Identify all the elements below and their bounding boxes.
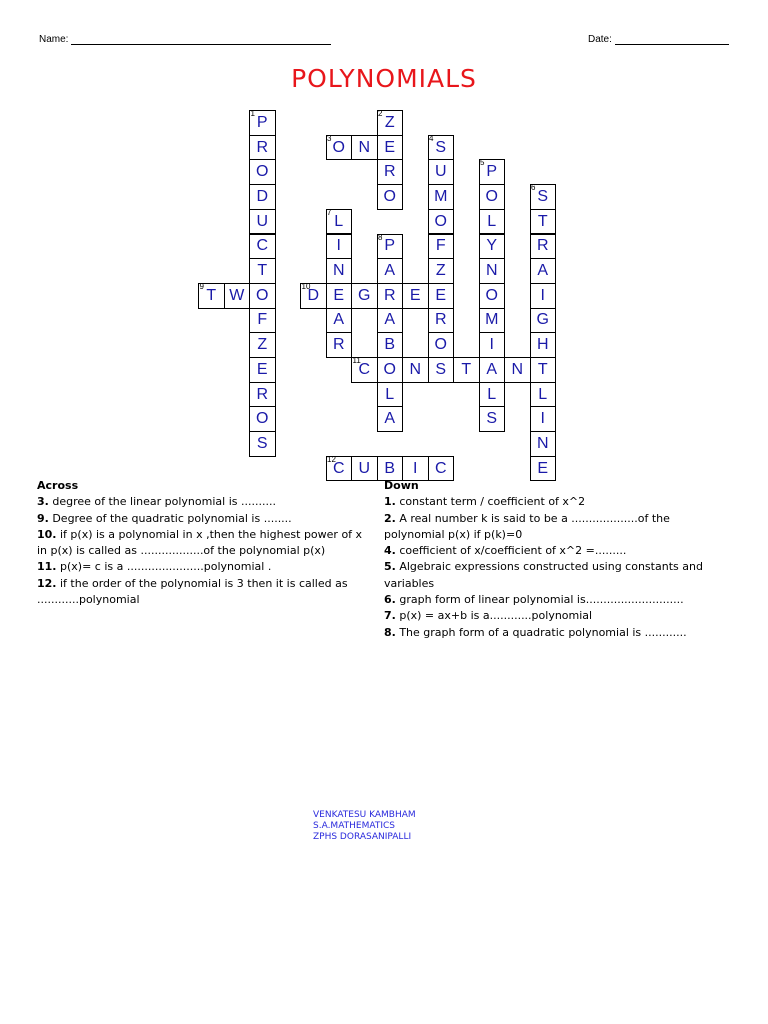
crossword-cell[interactable]: O xyxy=(249,406,276,432)
crossword-cell[interactable]: G xyxy=(351,283,378,309)
crossword-cell[interactable]: R xyxy=(530,234,557,260)
across-clue xyxy=(37,576,369,609)
crossword-cell[interactable]: M xyxy=(428,184,455,210)
clue-num: 4. xyxy=(384,544,396,558)
clue-number: 4 xyxy=(429,133,434,143)
crossword-cell[interactable]: C xyxy=(428,456,455,482)
crossword-cell[interactable]: U xyxy=(249,209,276,235)
clue-text: Algebraic expressions constructed using constants and variables xyxy=(384,560,703,590)
down-clue xyxy=(384,625,724,641)
clue-number: 12 xyxy=(327,454,336,464)
date-label: Date: xyxy=(588,34,612,45)
clue-number: 7 xyxy=(327,207,332,217)
crossword-cell[interactable]: I xyxy=(326,234,353,260)
across-clue xyxy=(37,511,369,527)
clue-text: A real number k is said to be a ...................of the polynomial p(x) if p(k)=0 xyxy=(384,511,670,541)
crossword-cell[interactable]: C xyxy=(249,234,276,260)
author-name: VENKATESU KAMBHAM xyxy=(313,810,416,820)
crossword-cell[interactable]: E xyxy=(530,456,557,482)
crossword-cell[interactable]: I xyxy=(530,283,557,309)
crossword-cell[interactable]: Z xyxy=(377,110,404,136)
crossword-cell[interactable]: G xyxy=(530,308,557,334)
crossword-cell[interactable]: R xyxy=(377,283,404,309)
crossword-cell[interactable]: E xyxy=(428,283,455,309)
crossword-cell[interactable]: C xyxy=(326,456,353,482)
crossword-cell[interactable]: W xyxy=(224,283,251,309)
clue-text: constant term / coefficient of x^2 xyxy=(395,495,586,509)
down-heading: Down xyxy=(384,479,419,492)
author-subject: S.A.MATHEMATICS xyxy=(313,821,395,831)
crossword-cell[interactable]: O xyxy=(249,159,276,185)
crossword-cell[interactable]: R xyxy=(377,159,404,185)
clue-number: 3 xyxy=(327,133,332,143)
across-clue xyxy=(37,494,369,510)
crossword-cell[interactable]: E xyxy=(377,135,404,161)
crossword-cell[interactable]: I xyxy=(530,406,557,432)
clue-num: 5. xyxy=(384,560,396,574)
clue-num: 6. xyxy=(384,593,396,607)
crossword-cell[interactable]: R xyxy=(428,308,455,334)
crossword-cell[interactable]: E xyxy=(402,283,429,309)
clue-num: 2. xyxy=(384,511,396,525)
crossword-cell[interactable]: L xyxy=(479,209,506,235)
crossword-cell[interactable]: S xyxy=(428,357,455,383)
crossword-cell[interactable]: Z xyxy=(428,258,455,284)
clue-number: 5 xyxy=(480,158,485,168)
crossword-cell[interactable]: S xyxy=(479,406,506,432)
crossword-cell[interactable]: L xyxy=(326,209,353,235)
clue-number: 11 xyxy=(352,356,361,365)
clue-num: 10. xyxy=(37,527,57,541)
crossword-cell[interactable]: D xyxy=(249,184,276,210)
crossword-cell[interactable]: A xyxy=(377,406,404,432)
across-list xyxy=(37,494,369,608)
crossword-cell[interactable]: I xyxy=(402,456,429,482)
clue-number: 9 xyxy=(199,281,204,291)
down-clues xyxy=(384,478,724,641)
crossword-cell[interactable]: O xyxy=(479,283,506,309)
crossword-cell[interactable]: O xyxy=(326,135,353,161)
page-title: POLYNOMIALS xyxy=(291,64,477,93)
clue-num: 7. xyxy=(384,609,396,623)
clue-number: 8 xyxy=(378,232,383,242)
crossword-cell[interactable]: T xyxy=(530,209,557,235)
crossword-cell[interactable]: P xyxy=(249,110,276,136)
crossword-cell[interactable]: D xyxy=(300,283,327,309)
crossword-cell[interactable]: S xyxy=(249,431,276,457)
crossword-cell[interactable]: L xyxy=(479,382,506,408)
down-clue xyxy=(384,592,724,608)
across-clues xyxy=(37,478,369,608)
down-clue xyxy=(384,608,724,624)
clue-number: 10 xyxy=(301,281,311,291)
down-clue xyxy=(384,543,724,559)
crossword-cell[interactable]: Z xyxy=(249,332,276,358)
crossword-cell[interactable]: O xyxy=(377,184,404,210)
clue-text: Degree of the quadratic polynomial is ........ xyxy=(48,511,292,525)
crossword-cell[interactable]: N xyxy=(326,258,353,284)
crossword-cell[interactable]: S xyxy=(428,135,455,161)
crossword-cell[interactable]: B xyxy=(377,456,404,482)
crossword-cell[interactable]: F xyxy=(428,234,455,260)
crossword-cell[interactable]: R xyxy=(326,332,353,358)
crossword-cell[interactable]: O xyxy=(428,332,455,358)
clue-number: 1 xyxy=(250,109,255,118)
across-heading: Across xyxy=(37,479,79,492)
crossword-grid xyxy=(0,0,768,480)
crossword-cell[interactable]: S xyxy=(530,184,557,210)
clue-number: 2 xyxy=(378,109,383,118)
crossword-cell[interactable]: H xyxy=(530,332,557,358)
clue-num: 8. xyxy=(384,625,396,639)
crossword-cell[interactable]: N xyxy=(504,357,531,383)
clue-text: p(x) = ax+b is a............polynomial xyxy=(395,609,593,623)
crossword-cell[interactable]: O xyxy=(249,283,276,309)
crossword-cell[interactable]: B xyxy=(377,332,404,358)
crossword-cell[interactable]: A xyxy=(326,308,353,334)
clue-num: 3. xyxy=(37,495,49,509)
across-clue xyxy=(37,527,369,560)
crossword-cell[interactable]: T xyxy=(530,357,557,383)
down-list xyxy=(384,494,724,641)
clue-num: 1. xyxy=(384,495,396,509)
crossword-cell[interactable]: N xyxy=(351,135,378,161)
clue-num: 11. xyxy=(37,560,57,574)
crossword-cell[interactable]: T xyxy=(249,258,276,284)
across-clue xyxy=(37,559,369,575)
down-clue xyxy=(384,559,724,592)
clue-text: The graph form of a quadratic polynomial is ............ xyxy=(395,625,687,639)
crossword-cell[interactable]: R xyxy=(249,135,276,161)
crossword-cell[interactable]: L xyxy=(530,382,557,408)
crossword-cell[interactable]: A xyxy=(377,258,404,284)
crossword-cell[interactable]: P xyxy=(479,159,506,185)
clue-text: if the order of the polynomial is 3 then it is called as ............polynomial xyxy=(37,576,348,607)
author-school: ZPHS DORASANIPALLI xyxy=(313,832,412,842)
clue-text: if p(x) is a polynomial in x ,then the highest power of x in p(x) is called as ..................of the polynomial p(x) xyxy=(37,527,363,558)
crossword-cell[interactable]: O xyxy=(479,184,506,210)
clue-text: degree of the linear polynomial is .......... xyxy=(48,495,276,509)
crossword-cell[interactable]: T xyxy=(198,283,225,309)
crossword-cell[interactable]: P xyxy=(377,234,404,260)
crossword-cell[interactable]: L xyxy=(377,382,404,408)
crossword-cell[interactable]: R xyxy=(249,382,276,408)
crossword-cell[interactable]: N xyxy=(479,258,506,284)
crossword-cell[interactable]: A xyxy=(530,258,557,284)
crossword-cell[interactable]: A xyxy=(479,357,506,383)
crossword-cell[interactable]: E xyxy=(249,357,276,383)
clue-num: 9. xyxy=(37,511,49,525)
crossword-cell[interactable]: U xyxy=(428,159,455,185)
crossword-cell[interactable]: O xyxy=(428,209,455,235)
down-clue xyxy=(384,511,724,544)
crossword-cell[interactable]: O xyxy=(377,357,404,383)
clue-text: coefficient of x/coefficient of x^2 =......... xyxy=(395,544,627,558)
crossword-cell[interactable]: C xyxy=(351,357,378,383)
crossword-cell[interactable]: M xyxy=(479,308,506,334)
crossword-cell[interactable]: I xyxy=(479,332,506,358)
crossword-cell[interactable]: E xyxy=(326,283,353,309)
down-clue xyxy=(384,494,724,510)
crossword-cell[interactable]: A xyxy=(377,308,404,334)
crossword-cell[interactable]: N xyxy=(530,431,557,457)
clue-num: 12. xyxy=(37,576,57,590)
author-credits xyxy=(313,810,416,843)
crossword-cell[interactable]: F xyxy=(249,308,276,334)
crossword-cell[interactable]: U xyxy=(351,456,378,482)
crossword-cell[interactable]: N xyxy=(402,357,429,383)
name-label: Name: xyxy=(39,34,69,45)
crossword-cell[interactable]: T xyxy=(453,357,480,383)
clue-text: graph form of linear polynomial is............................ xyxy=(395,593,684,607)
clue-text: p(x)= c is a ......................polynomial . xyxy=(56,560,272,574)
clue-number: 6 xyxy=(531,183,536,193)
crossword-cell[interactable]: Y xyxy=(479,234,506,260)
